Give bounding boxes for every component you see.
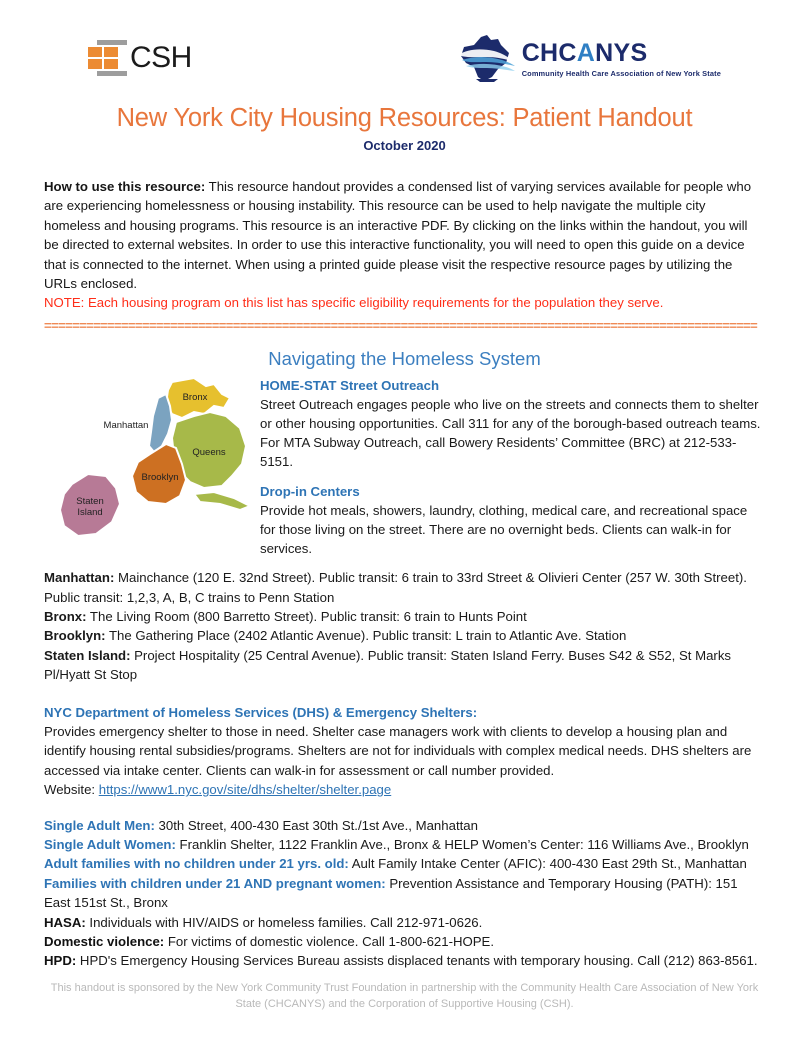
dhs-website-link[interactable]: https://www1.nyc.gov/site/dhs/shelter/shelter.page bbox=[98, 782, 392, 798]
population-details: 30th Street, 400-430 East 30th St./1st Ave., Manhattan bbox=[154, 817, 478, 833]
dropin-location-borough: Bronx: bbox=[44, 608, 87, 624]
intro-body: This resource handout provides a condensed list of varying services available for people who are experiencing homelessness or housing instability. This resource can be used to help navigate the multiple city homeless and housing programs. This resource is an interactive PDF. By clicking on the links within the handout, you will be directed to external websites. In order to use this interactive functionality, you will need to open this guide on a device that is connected to the internet. When using a printed guide please visit the respective resource pages by utilizing the URLs enclosed. bbox=[44, 179, 752, 292]
population-details: Prevention Assistance and Temporary Housing (PATH): 151 East 151st St., Bronx bbox=[44, 875, 738, 911]
map-label-queens: Queens bbox=[192, 446, 226, 458]
dhs-body: Provides emergency shelter to those in need. Shelter case managers work with clients to develop a housing plan and identify housing rental subsidies/programs. Shelters are not for individuals with complex medical needs. DHS shelters are accessed via intake center. Clients can walk-in for assessment or call number provided. bbox=[44, 723, 752, 778]
dropin-location-borough: Staten Island: bbox=[44, 647, 131, 663]
dropin-location-details: Project Hospitality (25 Central Avenue). Public transit: Staten Island Ferry. Buses S42 & S52, St Marks Pl/Hyatt St Stop bbox=[44, 647, 732, 683]
new-york-state-shape-icon bbox=[454, 33, 516, 85]
dropin-locations-list bbox=[44, 568, 765, 684]
dropin-block bbox=[260, 482, 765, 559]
dhs-block bbox=[44, 703, 765, 800]
map-region-rockaway bbox=[194, 492, 250, 510]
population-details: Ault Family Intake Center (AFIC): 400-430 East 29th St., Manhattan bbox=[348, 856, 747, 872]
csh-mark-icon bbox=[88, 40, 126, 76]
population-label: HASA: bbox=[44, 914, 86, 930]
map-label-staten-island-2: Island bbox=[77, 506, 103, 518]
dropin-body: Provide hot meals, showers, laundry, clothing, medical care, and recreational space for those living on the street. There are no overnight beds. Clients can walk-in for services. bbox=[260, 502, 748, 556]
population-row bbox=[44, 913, 765, 932]
section-divider: ====================================================================================================== bbox=[44, 317, 758, 333]
logo-row bbox=[44, 0, 765, 96]
dropin-location-details: The Living Room (800 Barretto Street). Public transit: 6 train to Hunts Point bbox=[86, 608, 527, 624]
homestat-heading: HOME-STAT Street Outreach bbox=[260, 377, 440, 393]
outreach-column bbox=[260, 376, 765, 558]
chcanys-logo bbox=[454, 33, 721, 85]
map-label-manhattan: Manhattan bbox=[103, 419, 149, 431]
population-row bbox=[44, 951, 765, 970]
section-heading-navigating: Navigating the Homeless System bbox=[268, 347, 541, 369]
csh-bar-top bbox=[97, 40, 127, 45]
population-row bbox=[44, 854, 765, 873]
map-and-outreach-block bbox=[44, 376, 765, 558]
chcanys-name-part3: NYS bbox=[595, 38, 648, 67]
page-date: October 2020 bbox=[363, 138, 446, 153]
intro-lead-label: How to use this resource: bbox=[44, 179, 206, 194]
population-list bbox=[44, 816, 765, 971]
dropin-location-row bbox=[44, 607, 765, 626]
dropin-location-borough: Brooklyn: bbox=[44, 628, 106, 644]
chcanys-name-part1: CHC bbox=[521, 38, 577, 67]
population-label: Adult families with no children under 21 yrs. old: bbox=[44, 856, 349, 872]
nyc-borough-map bbox=[54, 376, 259, 548]
dropin-location-row bbox=[44, 568, 765, 607]
population-label: Domestic violence: bbox=[44, 934, 165, 950]
population-label: HPD: bbox=[44, 953, 77, 969]
dropin-location-details: Mainchance (120 E. 32nd Street). Public transit: 6 train to 33rd Street & Olivieri Center (257 W. 30th Street). Public transit: 1,2,3, A, B, C trains to Penn Station bbox=[44, 570, 747, 605]
chcanys-tagline: Community Health Care Association of New York State bbox=[521, 68, 721, 78]
footer-sponsorship: This handout is sponsored by the New York Community Trust Foundation in partnership with the Community Health Care Association of New York State (CHCANYS) and the Corporation of Supportive Housing (CSH). bbox=[50, 982, 759, 1011]
population-label: Single Adult Men: bbox=[44, 817, 155, 833]
dropin-heading: Drop-in Centers bbox=[260, 483, 360, 499]
eligibility-note: NOTE: Each housing program on this list has specific eligibility requirements for the population they serve. bbox=[44, 295, 664, 311]
map-region-manhattan bbox=[149, 394, 172, 452]
homestat-body: Street Outreach engages people who live on the streets and connects them to shelter or other housing opportunities. Call 311 for any of the borough-based outreach teams. For MTA Subway Outreach, call Bowery Residents’ Committee (BRC) at 212-533-5151. bbox=[260, 396, 761, 470]
dropin-location-row bbox=[44, 626, 765, 645]
dhs-website-line bbox=[44, 780, 765, 799]
dhs-heading: NYC Department of Homeless Services (DHS) & Emergency Shelters: bbox=[44, 704, 478, 720]
population-details: Individuals with HIV/AIDS or homeless families. Call 212-971-0626. bbox=[85, 914, 483, 930]
population-row bbox=[44, 835, 765, 854]
homestat-block bbox=[260, 376, 765, 472]
map-label-staten-island-1: Staten bbox=[76, 495, 104, 507]
population-row bbox=[44, 874, 765, 913]
dropin-location-borough: Manhattan: bbox=[44, 570, 115, 586]
chcanys-text bbox=[521, 38, 721, 78]
dropin-location-details: The Gathering Place (2402 Atlantic Avenue). Public transit: L train to Atlantic Ave. Station bbox=[105, 628, 627, 644]
page-title: New York City Housing Resources: Patient Handout bbox=[116, 104, 693, 132]
population-label: Families with children under 21 AND pregnant women: bbox=[44, 875, 386, 891]
population-details: HPD's Emergency Housing Services Bureau assists displaced tenants with temporary housing. Call (212) 863-8561. bbox=[76, 953, 758, 969]
csh-bar-bottom bbox=[97, 71, 127, 76]
population-label: Single Adult Women: bbox=[44, 836, 176, 852]
dhs-website-label: Website: bbox=[44, 782, 99, 798]
csh-wordmark: CSH bbox=[130, 41, 192, 74]
csh-logo bbox=[88, 40, 192, 76]
chcanys-wordmark bbox=[521, 38, 721, 67]
map-label-brooklyn: Brooklyn bbox=[141, 471, 179, 483]
nyc-map-icon bbox=[54, 376, 259, 548]
chcanys-name-part2: A bbox=[576, 38, 596, 67]
population-details: Franklin Shelter, 1122 Franklin Ave., Bronx & HELP Women’s Center: 116 Williams Ave., Brooklyn bbox=[175, 836, 749, 852]
population-row bbox=[44, 932, 765, 951]
population-details: For victims of domestic violence. Call 1-800-621-HOPE. bbox=[164, 934, 495, 950]
intro-paragraph bbox=[44, 177, 765, 293]
csh-grid-icon bbox=[88, 47, 118, 69]
population-row bbox=[44, 816, 765, 835]
map-label-bronx: Bronx bbox=[182, 391, 208, 403]
dropin-location-row bbox=[44, 646, 765, 685]
